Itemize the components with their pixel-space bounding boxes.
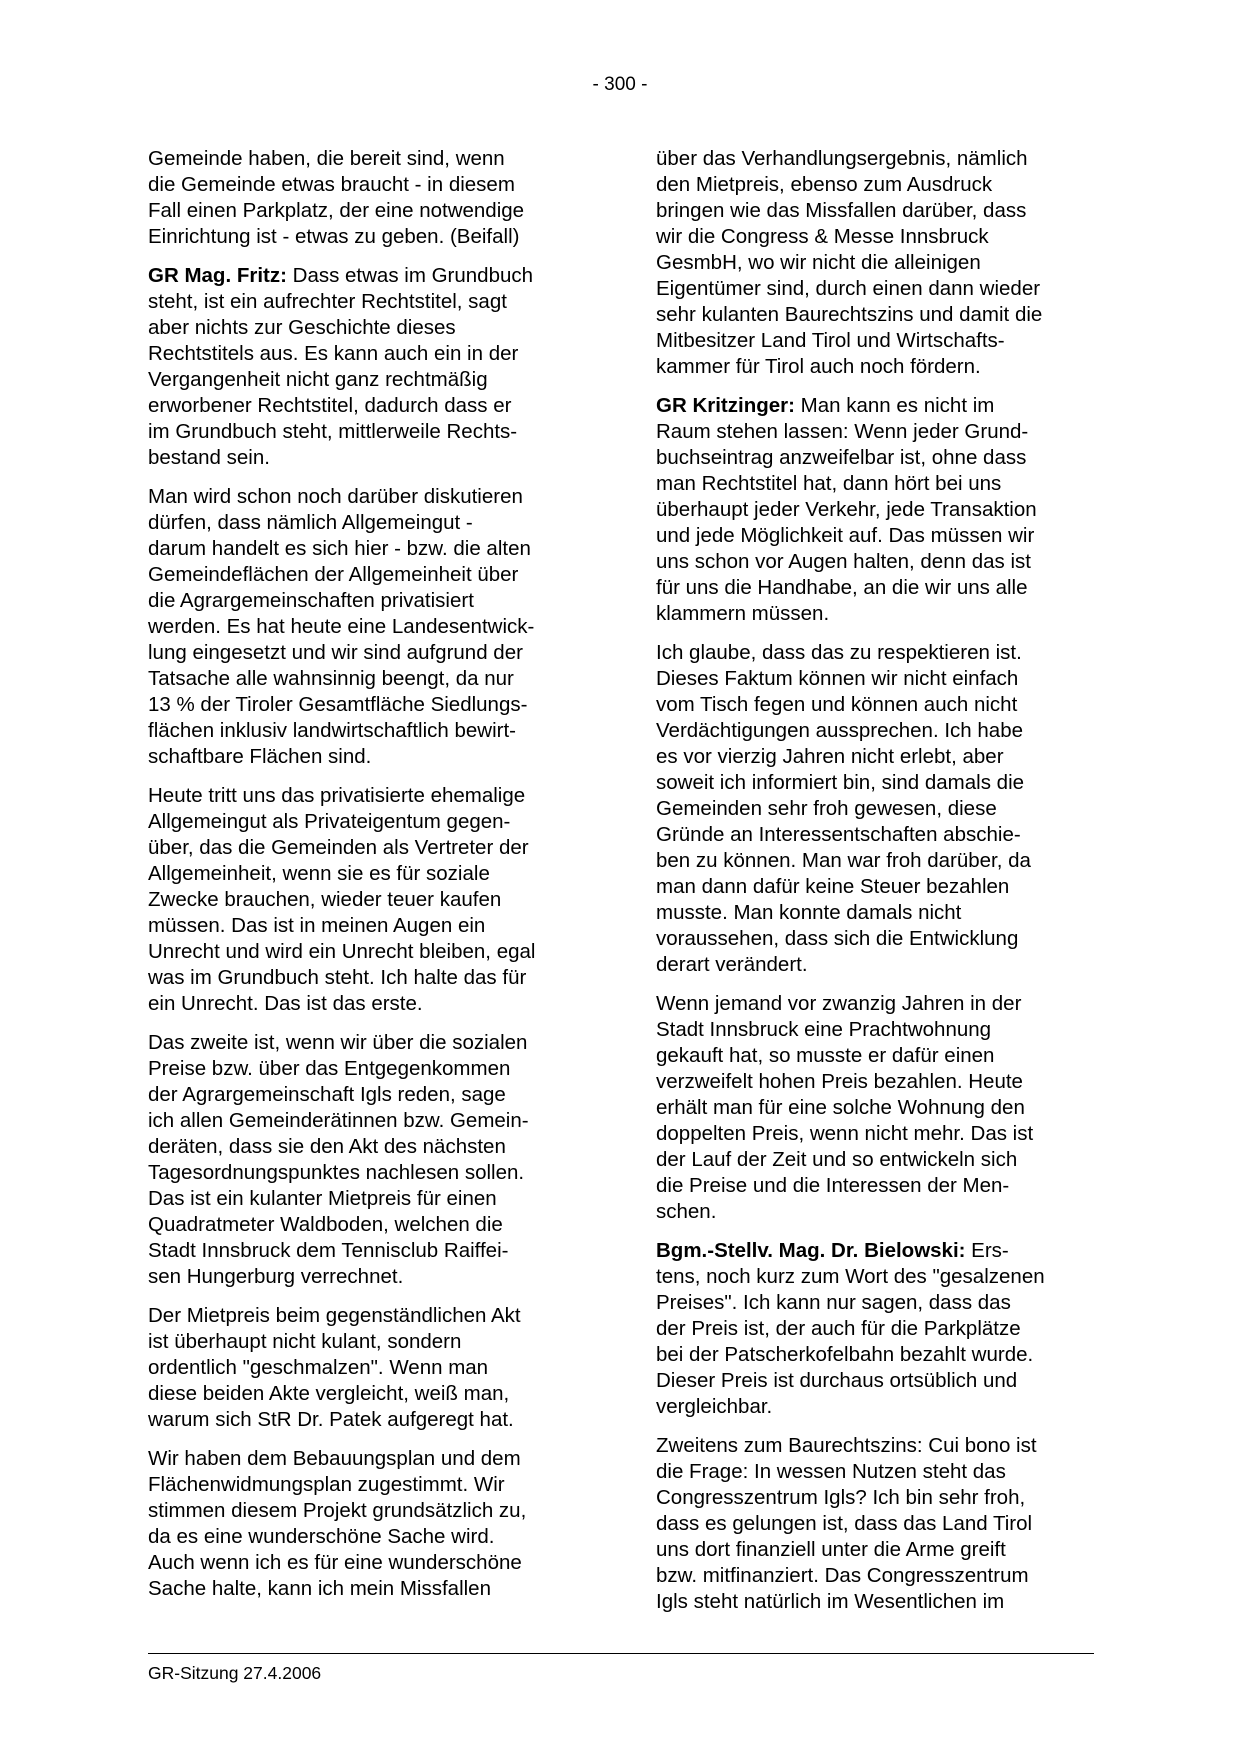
paragraph-text: Heute tritt uns das privatisierte ehemalige Allgemeingut als Privateigentum gegen- über, das die Gemeinden als Vertreter der Allgemeinheit, wenn sie es für soziale Zwecke brauchen, wieder teuer kaufen müssen. Das ist in meinen Augen ein Unrecht und wird ein Unrecht bleiben, egal was im Grundbuch steht. Ich halte das für ein Unrecht. Das ist das erste.	[148, 784, 536, 1015]
paragraph	[148, 263, 584, 471]
speaker-name: Bgm.-Stellv. Mag. Dr. Bielowski:	[656, 1239, 966, 1262]
paragraph-text: Ich glaube, dass das zu respektieren ist. Dieses Faktum können wir nicht einfach vom Tisch fegen und können auch nicht Verdächtigungen aussprechen. Ich habe es vor vierzig Jahren nicht erlebt, aber soweit ich informiert bin, sind damals die Gemeinden sehr froh gewesen, diese Gründe an Interessentschaften abschie- ben zu können. Man war froh darüber, da man dann dafür keine Steuer bezahlen musste. Man konnte damals nicht voraussehen, dass sich die Entwicklung derart verändert.	[656, 641, 1031, 976]
paragraph-text: Das zweite ist, wenn wir über die sozialen Preise bzw. über das Entgegenkommen der Agrargemeinschaft Igls reden, sage ich allen Gemeinderätinnen bzw. Gemein- deräten, dass sie den Akt des nächsten Tagesordnungspunktes nachlesen sollen. Das ist ein kulanter Mietpreis für einen Quadratmeter Waldboden, welchen die Stadt Innsbruck dem Tennisclub Raiffei- sen Hungerburg verrechnet.	[148, 1031, 529, 1288]
page-number: - 300 -	[592, 74, 648, 95]
paragraph-text: über das Verhandlungsergebnis, nämlich den Mietpreis, ebenso zum Ausdruck bringen wie das Missfallen darüber, dass wir die Congress & Messe Innsbruck GesmbH, wo wir nicht die alleinigen Eigentümer sind, durch einen dann wieder sehr kulanten Baurechtszins und damit die Mitbesitzer Land Tirol und Wirtschafts- kammer für Tirol auch noch fördern.	[656, 147, 1043, 378]
speaker-name: GR Kritzinger:	[656, 394, 795, 417]
paragraph	[148, 1446, 584, 1602]
speaker-name: GR Mag. Fritz:	[148, 264, 287, 287]
paragraph-text: Wenn jemand vor zwanzig Jahren in der Stadt Innsbruck eine Prachtwohnung gekauft hat, so musste er dafür einen verzweifelt hohen Preis bezahlen. Heute erhält man für eine solche Wohnung den doppelten Preis, wenn nicht mehr. Das ist der Lauf der Zeit und so entwickeln sich die Preise und die Interessen der Men- schen.	[656, 992, 1034, 1223]
paragraph	[656, 1238, 1092, 1420]
paragraph	[656, 991, 1092, 1225]
paragraph	[148, 783, 584, 1017]
paragraph-text: Man kann es nicht im Raum stehen lassen: Wenn jeder Grund- buchseintrag anzweifelbar ist, ohne dass man Rechtstitel hat, dann hört bei uns überhaupt jeder Verkehr, jede Transaktion und jede Möglichkeit auf. Das müssen wir uns schon vor Augen halten, denn das ist für uns die Handhabe, an die wir uns alle klammern müssen.	[656, 394, 1037, 625]
footer-session-date: GR-Sitzung 27.4.2006	[148, 1663, 322, 1683]
right-column	[656, 146, 1092, 1628]
paragraph	[656, 640, 1092, 978]
paragraph	[148, 1030, 584, 1290]
paragraph-text: Dass etwas im Grundbuch steht, ist ein aufrechter Rechtstitel, sagt aber nichts zur Geschichte dieses Rechtstitels aus. Es kann auch ein in der Vergangenheit nicht ganz rechtmäßig erworbener Rechtstitel, dadurch dass er im Grundbuch steht, mittlerweile Rechts- bestand sein.	[148, 264, 534, 469]
paragraph-text: Ers- tens, noch kurz zum Wort des "gesalzenen Preises". Ich kann nur sagen, dass das der Preis ist, der auch für die Parkplätze bei der Patscherkofelbahn bezahlt wurde. Dieser Preis ist durchaus ortsüblich und vergleichbar.	[656, 1239, 1045, 1418]
paragraph	[656, 393, 1092, 627]
paragraph-text: Wir haben dem Bebauungsplan und dem Flächenwidmungsplan zugestimmt. Wir stimmen diesem Projekt grundsätzlich zu, da es eine wunderschöne Sache wird. Auch wenn ich es für eine wunderschöne Sache halte, kann ich mein Missfallen	[148, 1447, 527, 1600]
footer-divider	[148, 1653, 1094, 1654]
paragraph	[656, 146, 1092, 380]
paragraph	[148, 146, 584, 250]
left-column	[148, 146, 584, 1615]
paragraph-text: Zweitens zum Baurechtszins: Cui bono ist die Frage: In wessen Nutzen steht das Congresszentrum Igls? Ich bin sehr froh, dass es gelungen ist, dass das Land Tirol uns dort finanziell unter die Arme greift bzw. mitfinanziert. Das Congresszentrum Igls steht natürlich im Wesentlichen im	[656, 1434, 1037, 1613]
paragraph-text: Man wird schon noch darüber diskutieren dürfen, dass nämlich Allgemeingut - darum handelt es sich hier - bzw. die alten Gemeindeflächen der Allgemeinheit über die Agrargemeinschaften privatisiert werden. Es hat heute eine Landesentwick- lung eingesetzt und wir sind aufgrund der Tatsache alle wahnsinnig beengt, da nur 13 % der Tiroler Gesamtfläche Siedlungs- flächen inklusiv landwirtschaftlich bewirt- schaftbare Flächen sind.	[148, 485, 535, 768]
paragraph	[656, 1433, 1092, 1615]
paragraph-text: Der Mietpreis beim gegenständlichen Akt ist überhaupt nicht kulant, sondern ordentlich "geschmalzen". Wenn man diese beiden Akte vergleicht, weiß man, warum sich StR Dr. Patek aufgeregt hat.	[148, 1304, 521, 1431]
paragraph	[148, 484, 584, 770]
paragraph-text: Gemeinde haben, die bereit sind, wenn die Gemeinde etwas braucht - in diesem Fall einen Parkplatz, der eine notwendige Einrichtung ist - etwas zu geben. (Beifall)	[148, 147, 525, 248]
paragraph	[148, 1303, 584, 1433]
